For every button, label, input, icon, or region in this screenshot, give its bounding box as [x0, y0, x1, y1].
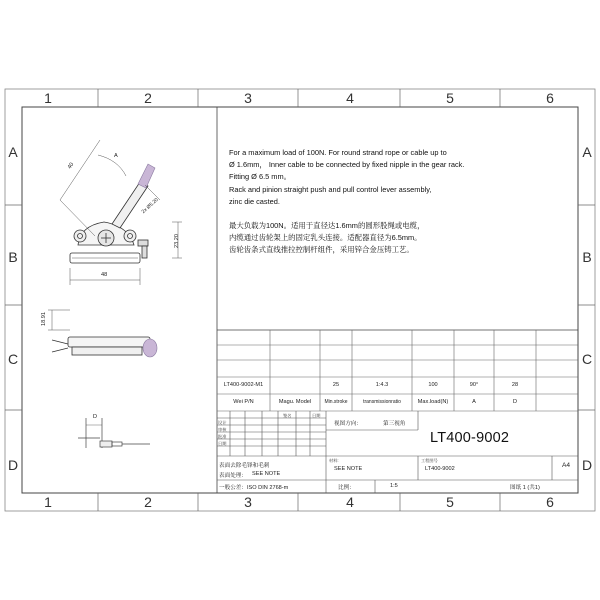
zone-row-b-right: B: [582, 249, 592, 265]
drawing-no-value: LT400-9002: [425, 466, 455, 472]
zone-col-2-bottom: 2: [144, 494, 152, 510]
surface-treatment-1: 表面去除毛锋和毛刺: [219, 463, 270, 469]
sheet-size: A4: [562, 462, 571, 469]
dim-side-height: 18.91: [41, 312, 47, 326]
sig-header-1: 签名: [283, 413, 292, 418]
zone-row-c-left: C: [7, 351, 19, 367]
zone-row-d-right: D: [581, 457, 593, 473]
note-en-4: Rack and pinion straight push and pull control lever assembly,: [229, 184, 432, 194]
zone-col-6-bottom: 6: [546, 494, 554, 510]
dim-length-40: 40: [66, 161, 76, 171]
zone-row-c-right: C: [581, 351, 593, 367]
sig-row-review: 审核: [218, 427, 227, 432]
lever-handle: [138, 164, 155, 188]
zone-row-d-left: D: [7, 457, 19, 473]
dim-thread: 2x Ø5.20: [140, 196, 160, 216]
sig-row-date: 日期: [218, 441, 227, 446]
zone-row-a-left: A: [8, 144, 18, 160]
spec-d-header: D: [512, 399, 518, 405]
surface-treatment-2-value: SEE NOTE: [252, 471, 281, 477]
scale-value: 1:5: [390, 483, 398, 489]
view-direction-value: 第三视角: [383, 421, 406, 427]
dim-detail-d: D: [93, 414, 98, 420]
spec-angle-value: 90°: [469, 382, 479, 388]
scale-label: 比例：: [338, 485, 355, 491]
note-en-3: Fitting Ø 6.5 mm。: [229, 172, 292, 182]
zone-col-6-top: 6: [546, 90, 554, 106]
spec-part-header: Wei P/N: [233, 399, 254, 405]
sig-row-approve: 批准: [218, 434, 227, 439]
spec-ratio-header: transmissionratio: [363, 399, 401, 405]
dim-angle-a: A: [114, 153, 118, 159]
drawing-title: LT400-9002: [430, 430, 510, 446]
spec-part-value: LT400-9002-M1: [223, 382, 264, 388]
zone-col-5-top: 5: [446, 90, 454, 106]
material-label: 材料:: [329, 458, 339, 463]
technical-notes: [229, 147, 579, 257]
zone-col-5-bottom: 5: [446, 494, 454, 510]
tolerance: 一般公差：ISO DIN 2768-m: [219, 485, 289, 491]
spec-ratio-value: 1:4.3: [375, 382, 389, 388]
zone-col-1-bottom: 1: [44, 494, 52, 510]
zone-row-a-right: A: [582, 144, 592, 160]
zone-col-3-top: 3: [244, 90, 252, 106]
surface-treatment-2-label: 表面处理：: [219, 473, 247, 479]
zone-col-4-bottom: 4: [346, 494, 354, 510]
note-cn-2: 内缆通过齿轮架上的固定乳头连接。适配器直径为6.5mm。: [229, 233, 422, 243]
spec-stroke-header: Min.stroke: [324, 399, 348, 405]
zone-col-4-top: 4: [346, 90, 354, 106]
spec-stroke-value: 25: [332, 382, 340, 388]
dim-height: 23.20: [174, 234, 180, 248]
spec-d-value: 28: [511, 382, 519, 388]
note-en-5: zinc die casted.: [229, 196, 280, 206]
spec-angle-header: A: [472, 399, 476, 405]
dim-width: 48: [101, 272, 108, 278]
spec-load-header: Max.load(N): [417, 399, 449, 405]
sig-header-2: 日期: [312, 413, 321, 418]
zone-col-2-top: 2: [144, 90, 152, 106]
sheet-number: 图纸 1 (共1): [510, 485, 540, 491]
note-en-1: For a maximum load of 100N. For round strand rope or cable up to: [229, 148, 447, 157]
detail-view: [78, 418, 150, 448]
spec-load-value: 100: [428, 382, 438, 388]
view-direction-label: 视图方向：: [334, 421, 362, 427]
note-cn-3: 齿轮齿条式直线推拉控制杆组件，采用锌合金压铸工艺。: [229, 245, 414, 255]
zone-col-1-top: 1: [44, 90, 52, 106]
note-cn-1: 最大负载为100N。适用于直径达1.6mm的圆形股绳或电缆，: [229, 221, 425, 231]
note-en-2: Ø 1.6mm， Inner cable to be connected by fixed nipple in the gear rack.: [229, 160, 465, 170]
zone-row-b-left: B: [8, 249, 18, 265]
side-view-knob: [143, 339, 157, 357]
zone-col-3-bottom: 3: [244, 494, 252, 510]
material-value: SEE NOTE: [334, 466, 363, 472]
side-view: [48, 310, 150, 355]
drawing-no-label: 工程图号: [421, 458, 438, 463]
spec-model-header: Magu. Model: [278, 399, 312, 405]
sig-row-design: 设计: [218, 420, 227, 425]
